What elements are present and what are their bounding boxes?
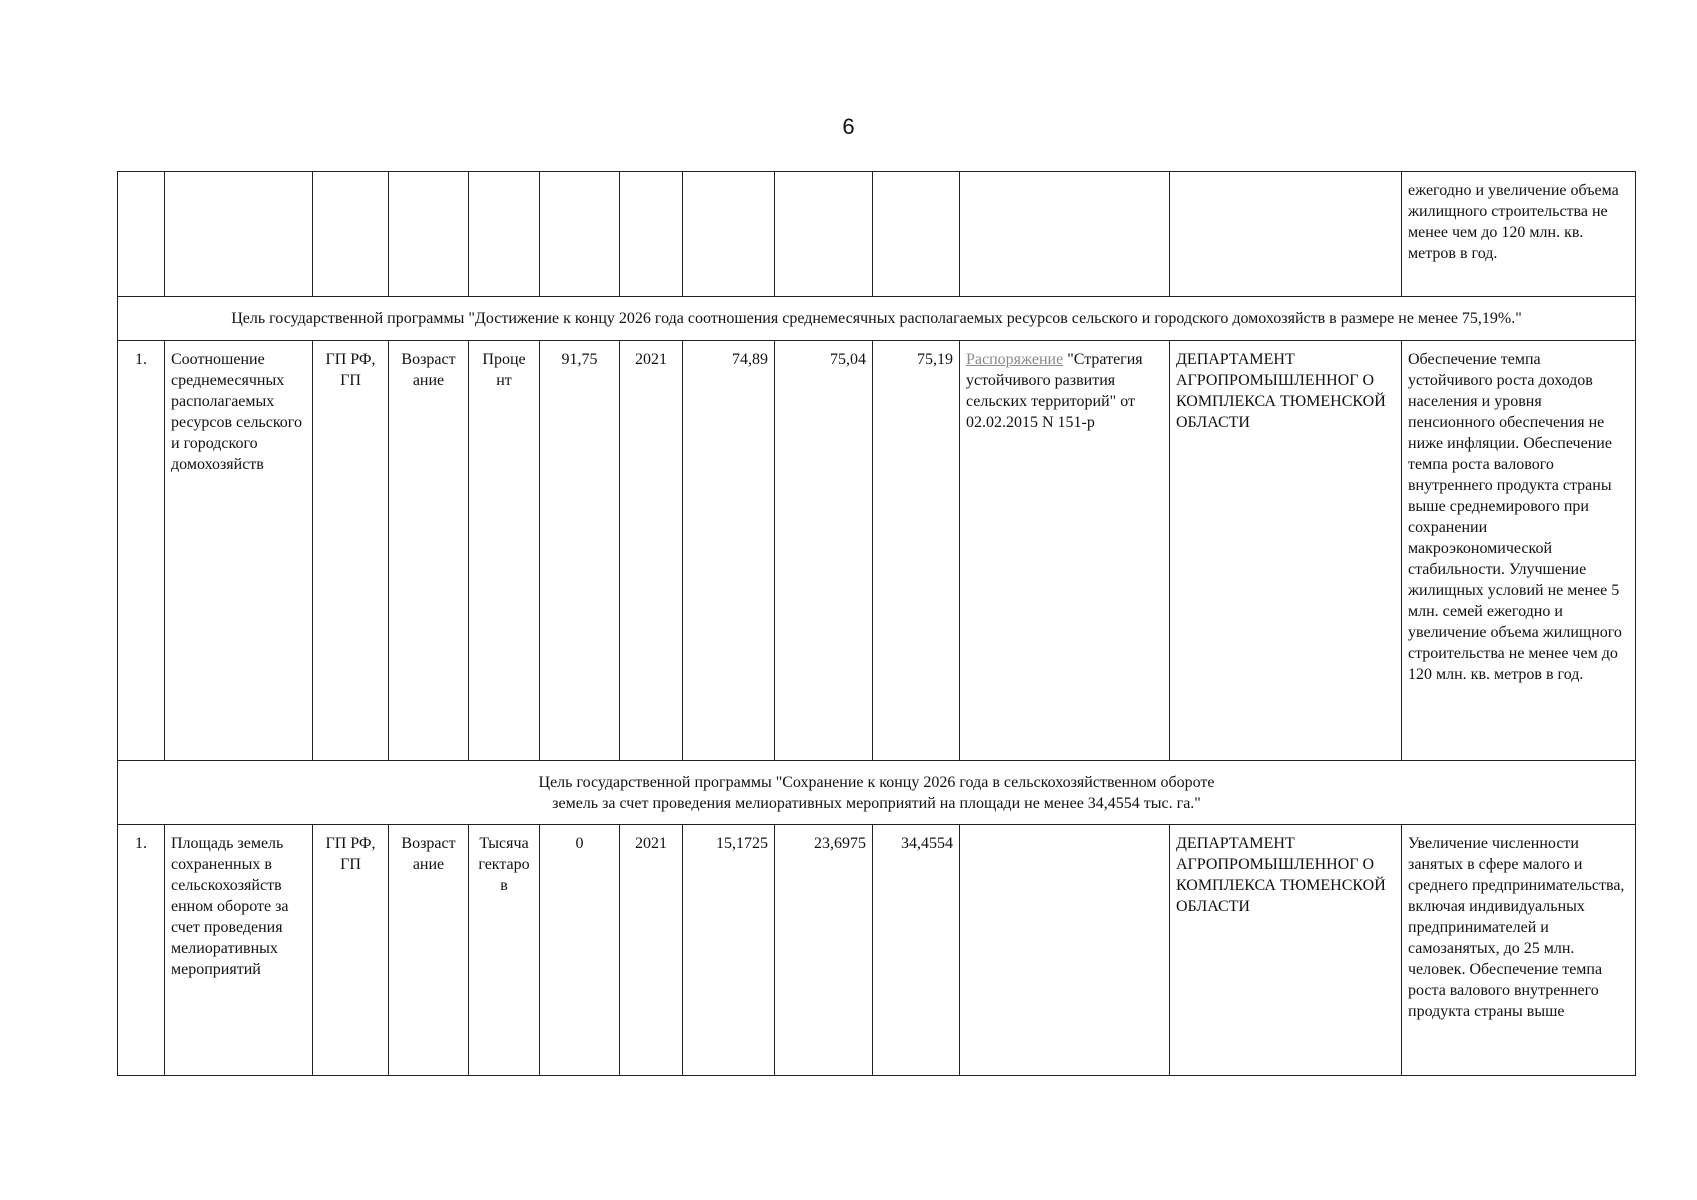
indicator-name: Площадь земель сохраненных в сельскохозяйств енном обороте за счет проведения мелиоративных мероприятий bbox=[165, 825, 313, 1076]
goal-row bbox=[118, 761, 1636, 825]
goal-text bbox=[118, 297, 1636, 341]
trend-cell: Возраст ание bbox=[389, 825, 469, 1076]
base-value-cell: 91,75 bbox=[540, 341, 620, 761]
effect-cell: ежегодно и увеличение объема жилищного строительства не менее чем до 120 млн. кв. метров в год. bbox=[1402, 172, 1636, 297]
base-year-cell: 2021 bbox=[620, 825, 683, 1076]
cell-empty bbox=[775, 172, 873, 297]
value-2024-cell: 15,1725 bbox=[683, 825, 775, 1076]
effect-cell: Обеспечение темпа устойчивого роста доходов населения и уровня пенсионного обеспечения не ниже инфляции. Обеспечение темпа роста валового внутреннего продукта страны выше среднемирового при сохранении макроэкономической стабильности. Улучшение жилищных условий не менее 5 млн. семей ежегодно и увеличение объема жилищного строительства не менее чем до 120 млн. кв. метров в год. bbox=[1402, 341, 1636, 761]
row-number: 1. bbox=[118, 341, 165, 761]
value-2026-cell: 75,19 bbox=[873, 341, 960, 761]
cell-empty bbox=[960, 172, 1170, 297]
cell-empty bbox=[620, 172, 683, 297]
unit-cell: Тысяча гектаро в bbox=[469, 825, 540, 1076]
responsible-cell: ДЕПАРТАМЕНТ АГРОПРОМЫШЛЕННОГ О КОМПЛЕКСА ТЮМЕНСКОЙ ОБЛАСТИ bbox=[1170, 825, 1402, 1076]
page-number: 6 bbox=[842, 114, 855, 139]
cell-empty bbox=[540, 172, 620, 297]
base-year-cell: 2021 bbox=[620, 341, 683, 761]
document-text: "Стратегия устойчивого развития сельских территорий" от 02.02.2015 N 151-р bbox=[966, 351, 1143, 431]
cell-empty bbox=[873, 172, 960, 297]
value-2025-cell: 75,04 bbox=[775, 341, 873, 761]
table-row bbox=[118, 825, 1636, 1076]
base-value-cell: 0 bbox=[540, 825, 620, 1076]
cell-empty bbox=[469, 172, 540, 297]
goal-line: Цель государственной программы "Сохранение к концу 2026 года в сельскохозяйственном обороте bbox=[538, 773, 1215, 791]
cell-empty bbox=[165, 172, 313, 297]
cell-empty bbox=[118, 172, 165, 297]
goal-line: Цель государственной программы "Достижение к концу 2026 года соотношения среднемесячных располагаемых ресурсов сельского и городского домохозяйств в размере не менее 75,19%." bbox=[231, 310, 1522, 327]
table-row bbox=[118, 341, 1636, 761]
value-2025-cell: 23,6975 bbox=[775, 825, 873, 1076]
goal-text bbox=[118, 761, 1636, 825]
value-2026-cell: 34,4554 bbox=[873, 825, 960, 1076]
cell-empty bbox=[389, 172, 469, 297]
continuation-row bbox=[118, 172, 1636, 297]
indicators-table bbox=[117, 171, 1636, 1076]
level-cell: ГП РФ, ГП bbox=[313, 341, 389, 761]
indicator-name: Соотношение среднемесячных располагаемых ресурсов сельского и городского домохозяйств bbox=[165, 341, 313, 761]
trend-cell: Возраст ание bbox=[389, 341, 469, 761]
cell-empty bbox=[683, 172, 775, 297]
unit-cell: Проце нт bbox=[469, 341, 540, 761]
cell-empty bbox=[1170, 172, 1402, 297]
goal-line: земель за счет проведения мелиоративных мероприятий на площади не менее 34,4554 тыс. га." bbox=[552, 794, 1201, 812]
cell-empty bbox=[313, 172, 389, 297]
responsible-cell: ДЕПАРТАМЕНТ АГРОПРОМЫШЛЕННОГ О КОМПЛЕКСА ТЮМЕНСКОЙ ОБЛАСТИ bbox=[1170, 341, 1402, 761]
effect-cell: Увеличение численности занятых в сфере малого и среднего предпринимательства, включая индивидуальных предпринимателей и самозанятых, до 25 млн. человек. Обеспечение темпа роста валового внутреннего продукта страны выше bbox=[1402, 825, 1636, 1076]
row-number: 1. bbox=[118, 825, 165, 1076]
level-cell: ГП РФ, ГП bbox=[313, 825, 389, 1076]
goal-row bbox=[118, 297, 1636, 341]
value-2024-cell: 74,89 bbox=[683, 341, 775, 761]
document-cell bbox=[960, 825, 1170, 1076]
document-cell bbox=[960, 341, 1170, 761]
document-link[interactable]: Распоряжение bbox=[966, 351, 1064, 368]
